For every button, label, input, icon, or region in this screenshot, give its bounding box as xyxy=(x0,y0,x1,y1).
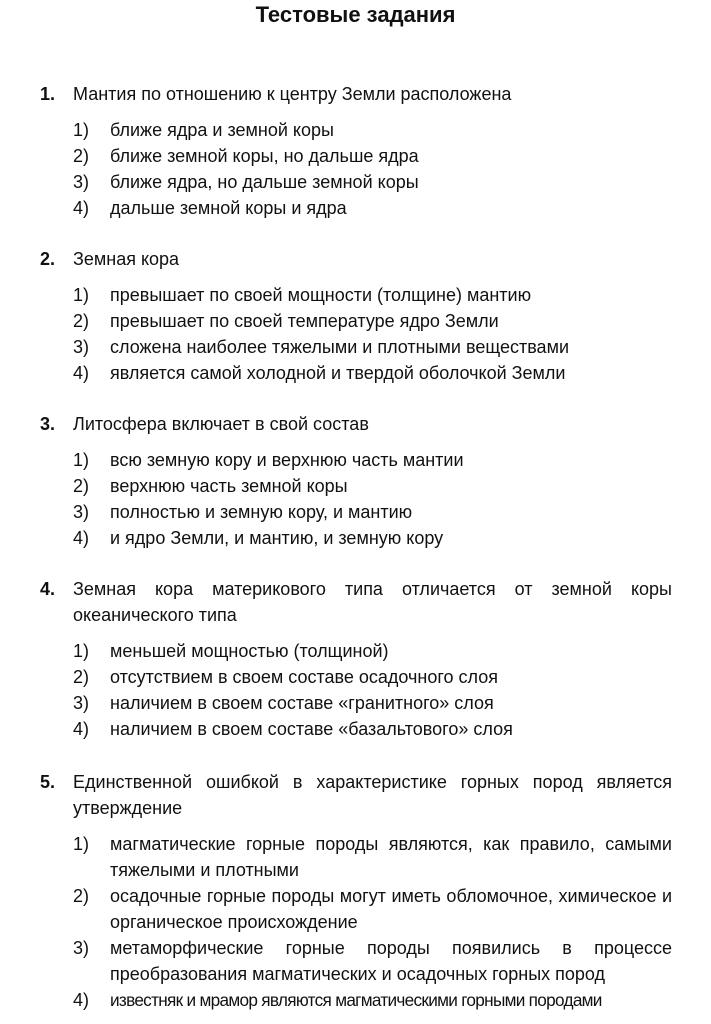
option-text: известняк и мрамор являются магматическими горными породами xyxy=(110,990,602,1010)
option-text: верхнюю часть земной коры xyxy=(110,476,348,496)
question-number: 1. xyxy=(40,84,56,104)
answer-option[interactable] xyxy=(40,690,672,716)
question-header xyxy=(40,246,672,272)
option-text: магматические горные породы являются, как правило, самыми тяжелыми и плотными xyxy=(110,834,672,880)
question-number: 4. xyxy=(40,579,56,599)
answer-option[interactable] xyxy=(40,664,672,690)
option-text: отсутствием в своем составе осадочного слоя xyxy=(110,667,499,687)
answer-option[interactable] xyxy=(40,117,672,143)
question-number: 2. xyxy=(40,249,56,269)
option-text: осадочные горные породы могут иметь обломочное, химическое и органическое происхождение xyxy=(110,886,672,932)
option-number: 3) xyxy=(73,693,90,713)
question-text: Земная кора xyxy=(73,249,180,269)
question-text: Единственной ошибкой в характеристике горных пород является утверждение xyxy=(73,772,672,818)
answer-option[interactable] xyxy=(40,195,672,221)
answer-option[interactable] xyxy=(40,638,672,664)
question-number: 5. xyxy=(40,772,56,792)
question-number: 3. xyxy=(40,414,56,434)
option-text: всю земную кору и верхнюю часть мантии xyxy=(110,450,464,470)
answer-option[interactable] xyxy=(40,831,672,883)
option-text: наличием в своем составе «базальтового» слоя xyxy=(110,719,513,739)
question-header xyxy=(40,81,672,107)
answer-options xyxy=(40,638,672,742)
answer-option[interactable] xyxy=(40,308,672,334)
question-4 xyxy=(40,576,672,742)
option-number: 2) xyxy=(73,886,90,906)
answer-option[interactable] xyxy=(40,169,672,195)
answer-option[interactable] xyxy=(40,282,672,308)
question-text: Мантия по отношению к центру Земли расположена xyxy=(73,84,512,104)
answer-option[interactable] xyxy=(40,525,672,551)
answer-option[interactable] xyxy=(40,716,672,742)
option-number: 1) xyxy=(73,641,90,661)
option-number: 1) xyxy=(73,450,90,470)
question-header xyxy=(40,411,672,437)
option-text: ближе земной коры, но дальше ядра xyxy=(110,146,419,166)
question-text: Земная кора материкового типа отличается от земной коры океанического типа xyxy=(73,579,672,625)
option-text: метаморфические горные породы появились в процессе преобразования магматических и осадочных горных пород xyxy=(110,938,672,984)
option-number: 4) xyxy=(73,198,90,218)
option-text: наличием в своем составе «гранитного» слоя xyxy=(110,693,494,713)
option-text: ближе ядра, но дальше земной коры xyxy=(110,172,419,192)
option-text: превышает по своей температуре ядро Земли xyxy=(110,311,499,331)
answer-option[interactable] xyxy=(40,499,672,525)
option-text: является самой холодной и твердой оболочкой Земли xyxy=(110,363,566,383)
answer-option[interactable] xyxy=(40,360,672,386)
option-text: превышает по своей мощности (толщине) мантию xyxy=(110,285,532,305)
option-number: 4) xyxy=(73,719,90,739)
answer-option[interactable] xyxy=(40,447,672,473)
option-number: 1) xyxy=(73,120,90,140)
answer-options xyxy=(40,282,672,386)
question-2 xyxy=(40,246,672,386)
option-number: 1) xyxy=(73,834,90,854)
option-text: меньшей мощностью (толщиной) xyxy=(110,641,389,661)
option-text: сложена наиболее тяжелыми и плотными веществами xyxy=(110,337,569,357)
option-text: ближе ядра и земной коры xyxy=(110,120,334,140)
answer-options xyxy=(40,117,672,221)
question-5 xyxy=(40,769,672,1013)
option-number: 2) xyxy=(73,311,90,331)
option-number: 3) xyxy=(73,337,90,357)
answer-options xyxy=(40,831,672,1013)
answer-option[interactable] xyxy=(40,935,672,987)
answer-option[interactable] xyxy=(40,987,672,1013)
option-number: 3) xyxy=(73,502,90,522)
question-text: Литосфера включает в свой состав xyxy=(73,414,369,434)
question-header xyxy=(40,769,672,821)
option-number: 3) xyxy=(73,172,90,192)
option-number: 2) xyxy=(73,146,90,166)
answer-option[interactable] xyxy=(40,143,672,169)
option-text: и ядро Земли, и мантию, и земную кору xyxy=(110,528,444,548)
option-number: 2) xyxy=(73,667,90,687)
answer-options xyxy=(40,447,672,551)
option-text: полностью и земную кору, и мантию xyxy=(110,502,413,522)
option-number: 1) xyxy=(73,285,90,305)
answer-option[interactable] xyxy=(40,883,672,935)
option-number: 4) xyxy=(73,990,90,1010)
question-1 xyxy=(40,81,672,221)
answer-option[interactable] xyxy=(40,334,672,360)
option-number: 4) xyxy=(73,363,90,383)
option-number: 3) xyxy=(73,938,90,958)
option-number: 4) xyxy=(73,528,90,548)
answer-option[interactable] xyxy=(40,473,672,499)
page-title: Тестовые задания xyxy=(255,2,456,27)
question-header xyxy=(40,576,672,628)
option-number: 2) xyxy=(73,476,90,496)
question-3 xyxy=(40,411,672,551)
option-text: дальше земной коры и ядра xyxy=(110,198,347,218)
